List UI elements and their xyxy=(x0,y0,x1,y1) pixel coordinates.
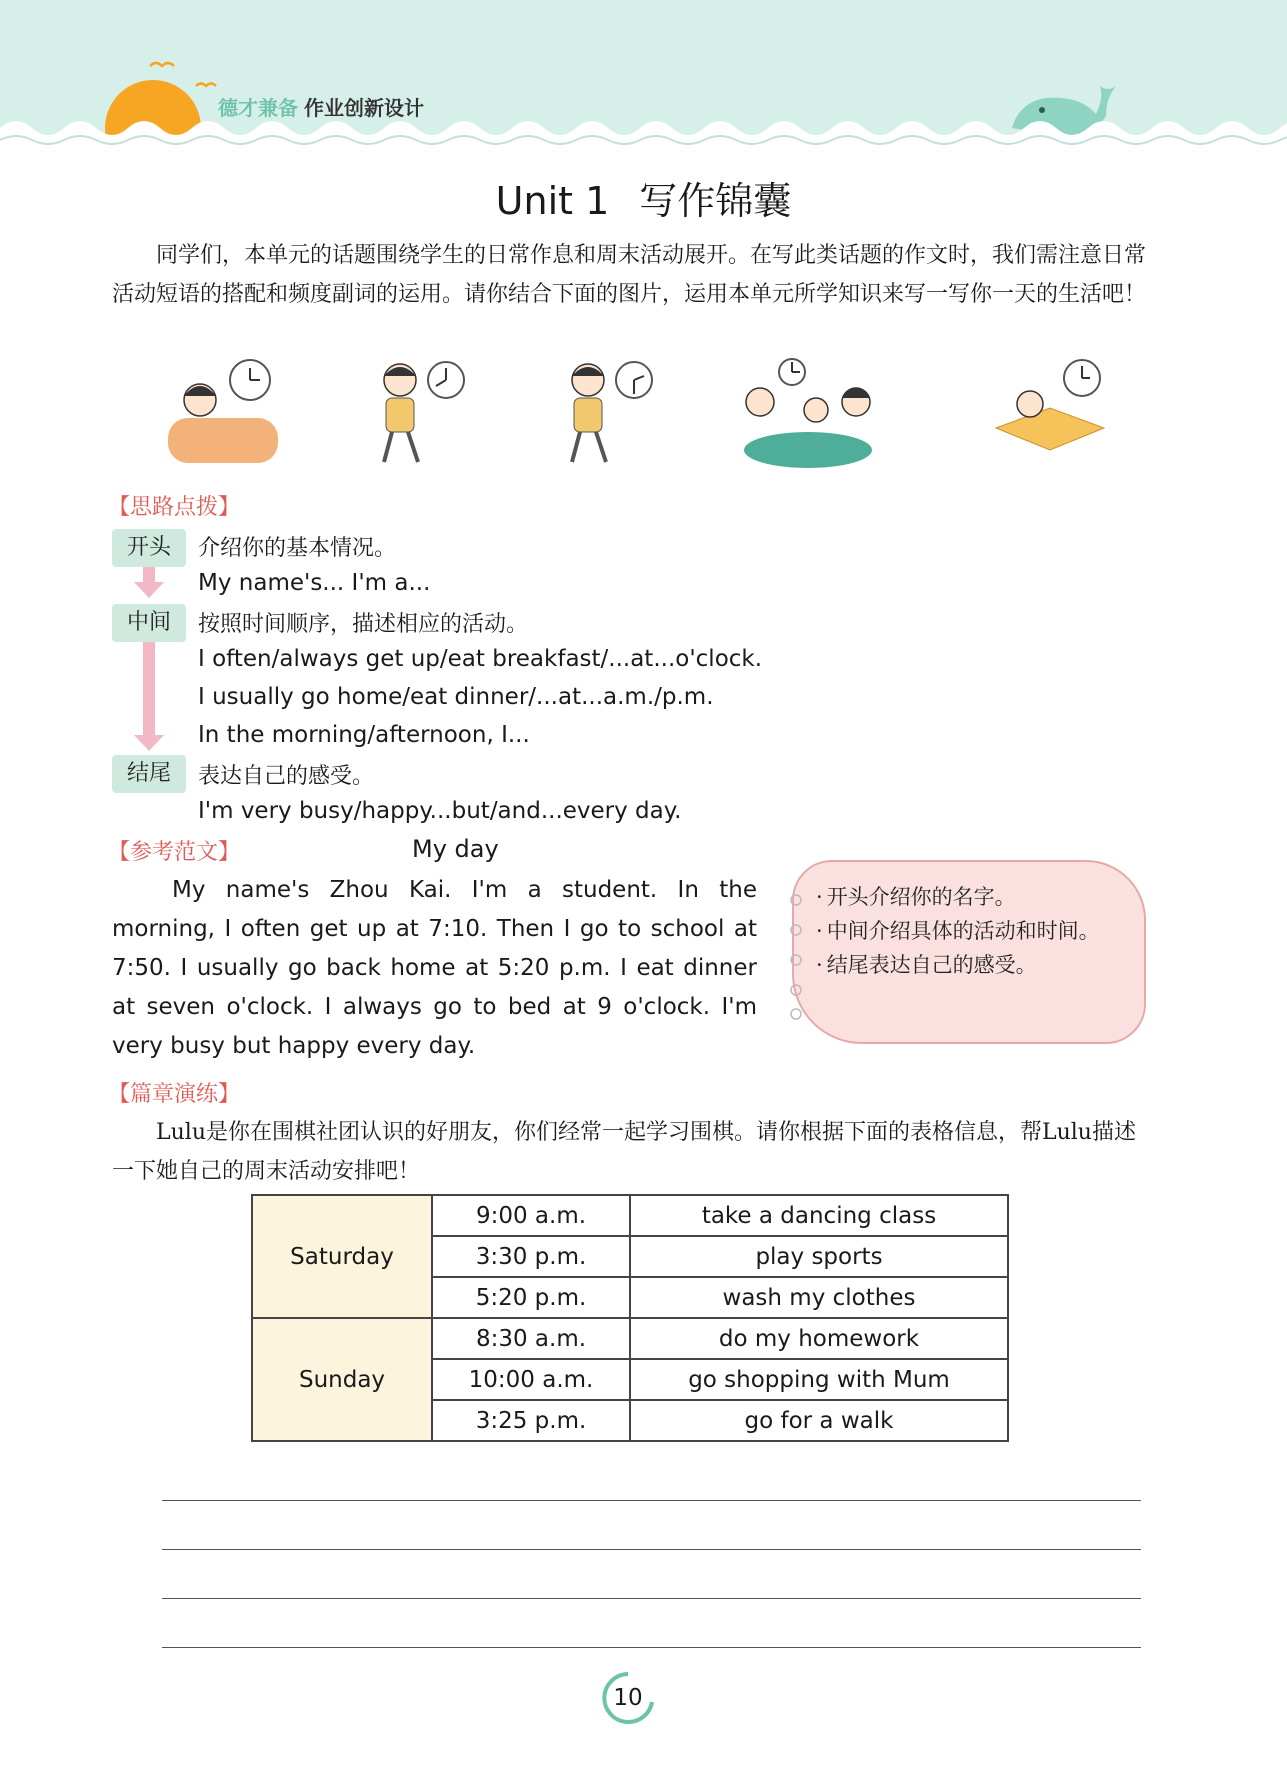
intro-paragraph: 同学们，本单元的话题围绕学生的日常作息和周末活动展开。在写此类话题的作文时，我们需注意日常活动短语的搭配和频度副词的运用。请你结合下面的图片，运用本单元所学知识来写一写你一天的生活吧！ xyxy=(112,243,1147,307)
activity-cell: go shopping with Mum xyxy=(630,1359,1008,1400)
table-row xyxy=(252,1195,1008,1236)
guide-line: 表达自己的感受。 xyxy=(198,764,375,789)
guide-line: My name's... I'm a... xyxy=(198,570,431,596)
family-dinner-illustration xyxy=(738,358,878,468)
page-number xyxy=(600,1670,656,1726)
guide-heading: 【思路点拨】 xyxy=(108,495,241,520)
tip-item: · 开头介绍你的名字。 xyxy=(828,880,1130,914)
activity-cell: take a dancing class xyxy=(630,1195,1008,1236)
guide-line: 介绍你的基本情况。 xyxy=(198,536,397,561)
day-cell: Saturday xyxy=(252,1195,432,1318)
boy-walking-home-illustration xyxy=(548,358,658,468)
activity-cell: play sports xyxy=(630,1236,1008,1277)
tip-item: · 结尾表达自己的感受。 xyxy=(828,948,1130,982)
sample-heading: 【参考范文】 xyxy=(108,840,241,865)
boy-sleeping-illustration xyxy=(990,358,1110,468)
unit-label: Unit 1 xyxy=(495,179,610,223)
time-cell: 9:00 a.m. xyxy=(432,1195,630,1236)
page-number-text: 10 xyxy=(613,1685,643,1711)
essay-title: My day xyxy=(412,835,499,863)
essay-text: My name's Zhou Kai. I'm a student. In the morning, I often get up at 7:10. Then I go to school at 7:50. I usually go back home at 5:20 p.m. I eat dinner at seven o'clock. I always go to bed at 9 o'clock. I'm very busy but happy every day. xyxy=(112,877,757,1059)
guide-line: I often/always get up/eat breakfast/...at...o'clock. xyxy=(198,646,763,672)
arrow-down-icon xyxy=(134,735,164,751)
arrow-line xyxy=(143,642,155,736)
activity-cell: go for a walk xyxy=(630,1400,1008,1441)
tag-ending: 结尾 xyxy=(112,755,186,793)
brand-part2: 作业创新设计 xyxy=(304,96,424,120)
activity-cell: wash my clothes xyxy=(630,1277,1008,1318)
arrow-down-icon xyxy=(134,582,164,598)
day-cell: Sunday xyxy=(252,1318,432,1441)
activity-cell: do my homework xyxy=(630,1318,1008,1359)
guide-line: In the morning/afternoon, I... xyxy=(198,722,530,748)
arrow-line xyxy=(143,567,155,583)
brand-title xyxy=(218,92,424,121)
guide-line: 按照时间顺序，描述相应的活动。 xyxy=(198,612,529,637)
guide-line: I usually go home/eat dinner/...at...a.m./p.m. xyxy=(198,684,714,710)
writing-line[interactable] xyxy=(162,1598,1141,1599)
time-cell: 3:30 p.m. xyxy=(432,1236,630,1277)
writing-line[interactable] xyxy=(162,1549,1141,1550)
boy-walking-to-school-illustration xyxy=(360,358,470,468)
boy-waking-up-illustration xyxy=(158,358,278,468)
time-cell: 10:00 a.m. xyxy=(432,1359,630,1400)
brand-part1: 德才兼备 xyxy=(218,96,298,120)
practice-prompt: Lulu是你在围棋社团认识的好朋友，你们经常一起学习围棋。请你根据下面的表格信息，帮Lulu描述一下她自己的周末活动安排吧！ xyxy=(112,1120,1136,1184)
notebook-rings-icon xyxy=(786,890,806,1020)
table-row xyxy=(252,1318,1008,1359)
tip-note xyxy=(792,860,1146,1044)
guide-line: I'm very busy/happy...but/and...every day. xyxy=(198,798,682,824)
practice-heading: 【篇章演练】 xyxy=(108,1082,241,1107)
time-cell: 8:30 a.m. xyxy=(432,1318,630,1359)
header-decoration xyxy=(0,0,1287,150)
writing-line[interactable] xyxy=(162,1647,1141,1648)
page-title xyxy=(0,170,1287,225)
bird-icon xyxy=(150,63,174,66)
time-cell: 3:25 p.m. xyxy=(432,1400,630,1441)
page-header xyxy=(0,0,1287,150)
tag-middle: 中间 xyxy=(112,604,186,642)
tag-opening: 开头 xyxy=(112,529,186,567)
writing-line[interactable] xyxy=(162,1500,1141,1501)
time-cell: 5:20 p.m. xyxy=(432,1277,630,1318)
title-name: 写作锦囊 xyxy=(639,179,792,223)
schedule-table xyxy=(251,1194,1009,1442)
tip-item: · 中间介绍具体的活动和时间。 xyxy=(828,914,1130,948)
illustration-row xyxy=(150,358,1140,470)
sample-essay xyxy=(112,871,757,1066)
